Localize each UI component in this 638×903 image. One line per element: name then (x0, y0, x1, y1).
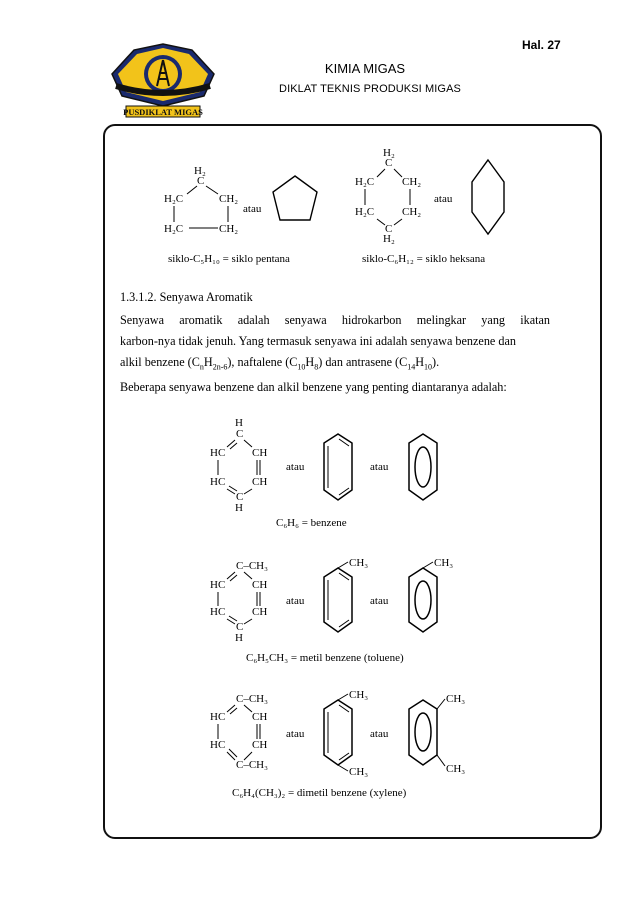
svg-text:CH: CH (252, 579, 268, 591)
atau-label: atau (370, 595, 389, 607)
xylene-kekule (324, 689, 368, 778)
atau-label: atau (434, 193, 453, 205)
xylene-structure (210, 693, 268, 771)
paragraph-2: Beberapa senyawa benzene dan alkil benzene yang penting diantaranya adalah: (120, 380, 507, 394)
svg-text:HC: HC (210, 476, 226, 488)
cycloalkane-figures (140, 140, 540, 270)
atau-label: atau (286, 728, 305, 740)
svg-text:H: H (235, 417, 243, 429)
toluene-caption: C₆H₅CH₃ = metil benzene (toluene) (246, 652, 404, 664)
benzene-ring-circle (409, 434, 437, 500)
svg-text:C–CH₃: C–CH₃ (236, 759, 268, 771)
svg-text:C: C (236, 621, 244, 633)
xylene-ring-circle (409, 693, 465, 775)
svg-text:HC: HC (210, 447, 226, 459)
svg-text:CH: CH (252, 476, 268, 488)
svg-text:H₂: H₂ (383, 147, 395, 159)
aromatic-figures (190, 410, 490, 810)
svg-text:C: C (385, 157, 393, 169)
svg-text:H₂C: H₂C (355, 176, 375, 188)
svg-text:C: C (236, 491, 244, 503)
atau-label: atau (286, 595, 305, 607)
pusdiklat-migas-logo (104, 40, 222, 122)
atau-label: atau (286, 461, 305, 473)
benzene-structure (210, 417, 267, 514)
svg-text:HC: HC (210, 606, 226, 618)
svg-text:CH₃: CH₃ (349, 557, 369, 569)
svg-text:CH₃: CH₃ (434, 557, 454, 569)
cyclohexane-caption: siklo-C₆H₁₂ = siklo heksana (362, 253, 486, 265)
svg-text:C: C (197, 175, 205, 187)
document-title: KIMIA MIGAS (324, 61, 406, 76)
svg-text:C–CH₃: C–CH₃ (236, 560, 268, 572)
svg-text:H₂: H₂ (383, 233, 395, 245)
atau-label: atau (370, 728, 389, 740)
atau-label: atau (370, 461, 389, 473)
cyclopentane-pentagon (273, 176, 317, 220)
svg-text:CH₂: CH₂ (219, 223, 239, 235)
svg-text:CH: CH (252, 606, 268, 618)
svg-text:C: C (385, 223, 393, 235)
svg-text:CH₃: CH₃ (349, 766, 369, 778)
svg-text:CH: CH (252, 711, 268, 723)
section-heading: 1.3.1.2. Senyawa Aromatik (120, 290, 253, 304)
svg-text:HC: HC (210, 739, 226, 751)
svg-text:CH₂: CH₂ (402, 176, 422, 188)
svg-text:HC: HC (210, 579, 226, 591)
svg-text:CH: CH (252, 739, 268, 751)
svg-text:H₂C: H₂C (355, 206, 375, 218)
page-number: Hal. 27 (522, 38, 561, 52)
logo-text: PUSDIKLAT MIGAS (123, 107, 203, 117)
svg-text:C: C (236, 428, 244, 440)
svg-text:H: H (235, 502, 243, 514)
paragraph-line-1: Senyawa aromatik adalah senyawa hidrokarbon melingkar yang ikatan (120, 313, 550, 327)
paragraph-line-2: karbon-nya tidak jenuh. Yang termasuk senyawa ini adalah senyawa benzene dan (120, 334, 516, 348)
svg-text:CH₃: CH₃ (349, 689, 369, 701)
atau-label: atau (243, 203, 262, 215)
svg-text:CH₂: CH₂ (219, 193, 239, 205)
svg-text:CH₃: CH₃ (446, 763, 466, 775)
svg-text:H: H (235, 632, 243, 644)
cyclohexane-hexagon (472, 160, 504, 234)
svg-text:H₂C: H₂C (164, 223, 184, 235)
xylene-caption: C₆H₄(CH₃)₂ = dimetil benzene (xylene) (232, 787, 407, 799)
document-subtitle: DIKLAT TEKNIS PRODUKSI MIGAS (279, 83, 461, 95)
paragraph-line-3: alkil benzene $(C_nH_{2n-6})$, naftalene $(C_{10}H_8)$ dan antrasene $(C_{14}H_{10})$. (120, 355, 440, 372)
toluene-structure (210, 560, 268, 644)
svg-text:C–CH₃: C–CH₃ (236, 693, 268, 705)
svg-text:H₂C: H₂C (164, 193, 184, 205)
svg-text:CH₂: CH₂ (402, 206, 422, 218)
svg-text:CH₃: CH₃ (446, 693, 466, 705)
benzene-caption: C₆H₆ = benzene (276, 517, 347, 529)
benzene-kekule (324, 434, 352, 500)
cyclopentane-caption: siklo-C₅H₁₀ = siklo pentana (168, 253, 290, 265)
svg-text:CH: CH (252, 447, 268, 459)
svg-text:H₂: H₂ (194, 165, 206, 177)
cyclopentane-structure (164, 165, 238, 235)
toluene-kekule (324, 557, 368, 632)
toluene-ring-circle (409, 557, 453, 632)
cyclohexane-structure (355, 147, 421, 245)
svg-text:HC: HC (210, 711, 226, 723)
